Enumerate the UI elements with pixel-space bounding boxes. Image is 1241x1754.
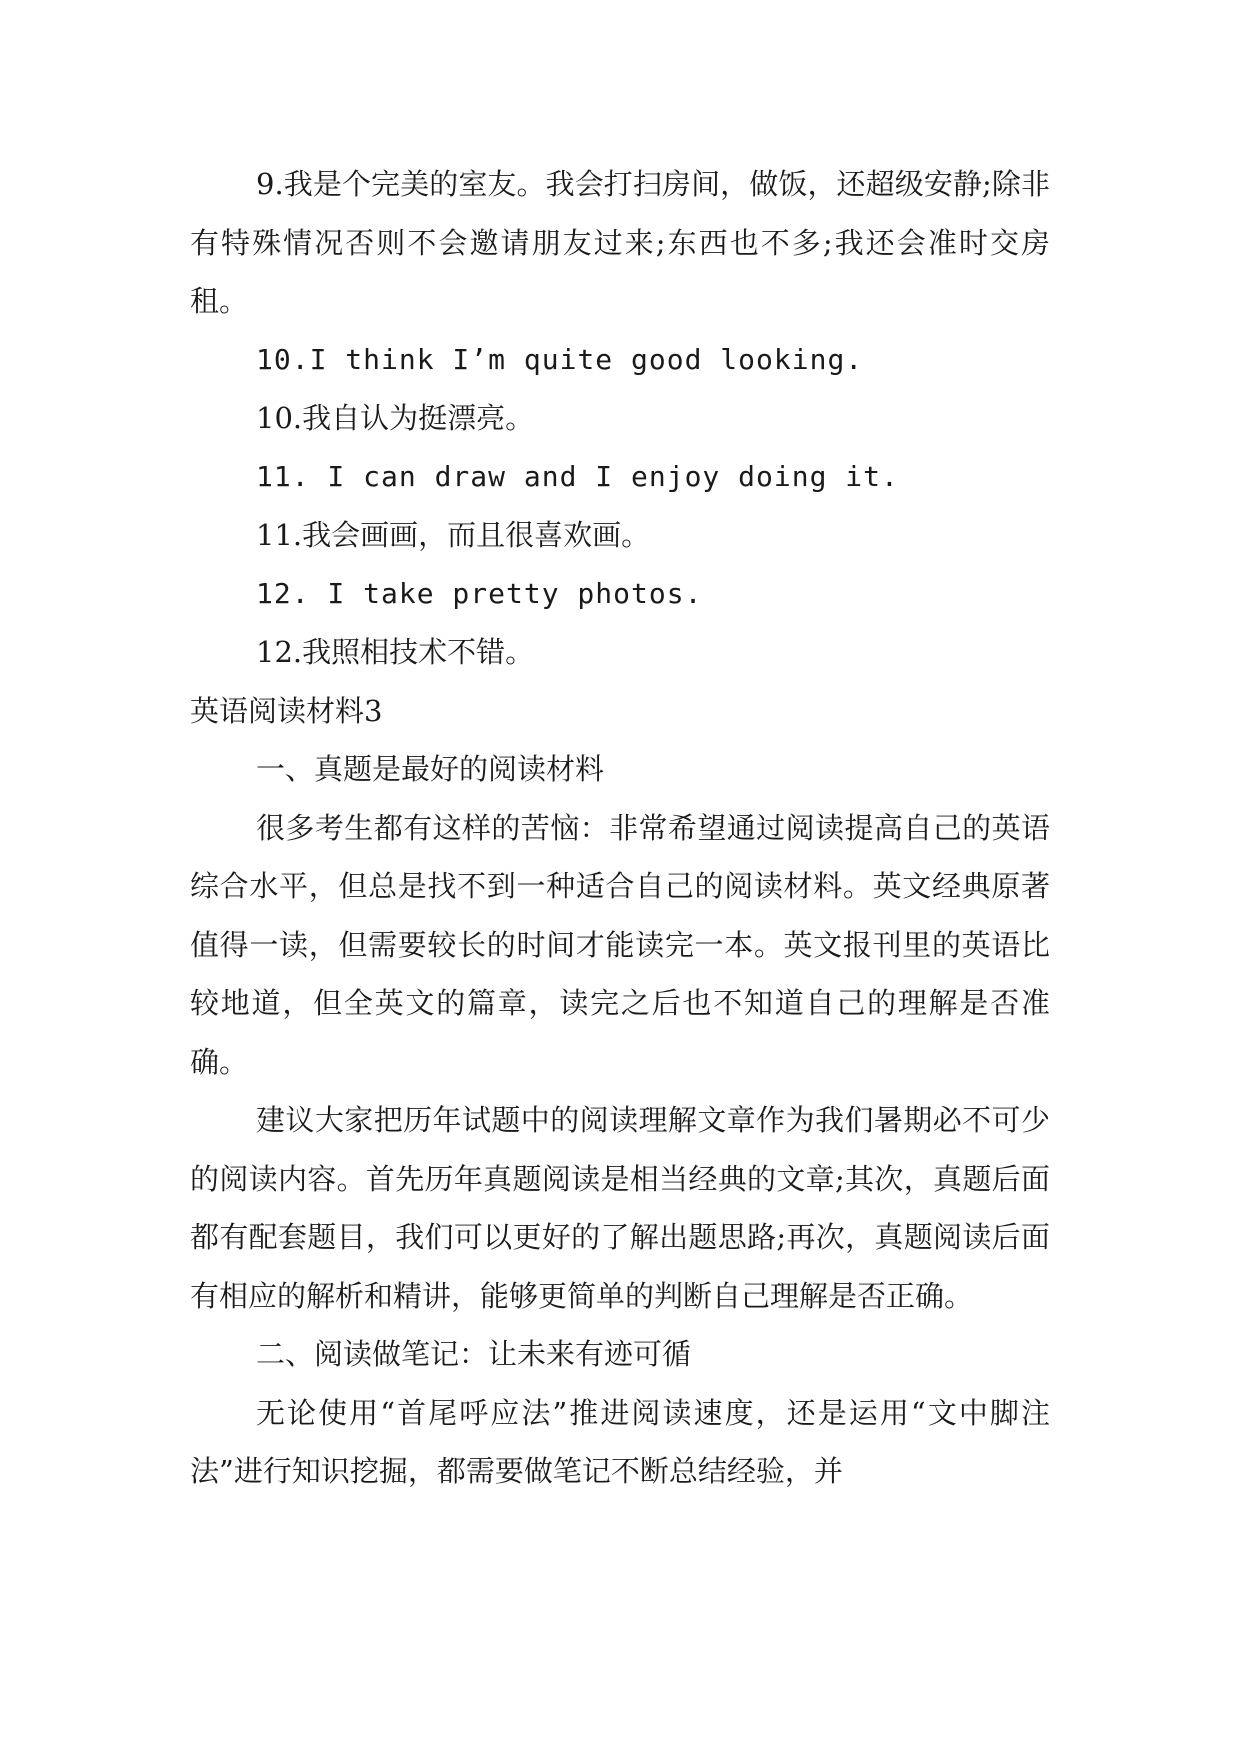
paragraph-10-english: 10.I think I’m quite good looking. bbox=[256, 342, 864, 376]
section-title: 英语阅读材料3 bbox=[190, 693, 383, 728]
subheading-2: 二、阅读做笔记：让未来有迹可循 bbox=[256, 1337, 692, 1371]
paragraph-12-english: 12. I take pretty photos. bbox=[256, 576, 703, 610]
document-body bbox=[190, 155, 1050, 1501]
paragraph-11-english: 11. I can draw and I enjoy doing it. bbox=[256, 459, 899, 493]
paragraph-12-chinese: 12.我照相技术不错。 bbox=[256, 635, 535, 669]
paragraph-notes: 无论使用“首尾呼应法”推进阅读速度，还是运用“文中脚注法”进行知识挖掘，都需要做笔记不断总结经验，并 bbox=[190, 1395, 1050, 1488]
paragraph-11-chinese: 11.我会画画，而且很喜欢画。 bbox=[256, 518, 651, 552]
paragraph-10-chinese: 10.我自认为挺漂亮。 bbox=[256, 401, 535, 435]
paragraph-9-chinese: 9.我是个完美的室友。我会打扫房间，做饭，还超级安静;除非有特殊情况否则不会邀请朋友过来;东西也不多;我还会准时交房租。 bbox=[190, 167, 1050, 318]
paragraph-reading-troubles: 很多考生都有这样的苦恼：非常希望通过阅读提高自己的英语综合水平，但总是找不到一种适合自己的阅读材料。英文经典原著值得一读，但需要较长的时间才能读完一本。英文报刊里的英语比较地道，但全英文的篇章，读完之后也不知道自己的理解是否准确。 bbox=[190, 810, 1050, 1079]
paragraph-suggestion: 建议大家把历年试题中的阅读理解文章作为我们暑期必不可少的阅读内容。首先历年真题阅读是相当经典的文章;其次，真题后面都有配套题目，我们可以更好的了解出题思路;再次，真题阅读后面有相应的解析和精讲，能够更简单的判断自己理解是否正确。 bbox=[190, 1103, 1050, 1313]
subheading-1: 一、真题是最好的阅读材料 bbox=[256, 752, 605, 786]
